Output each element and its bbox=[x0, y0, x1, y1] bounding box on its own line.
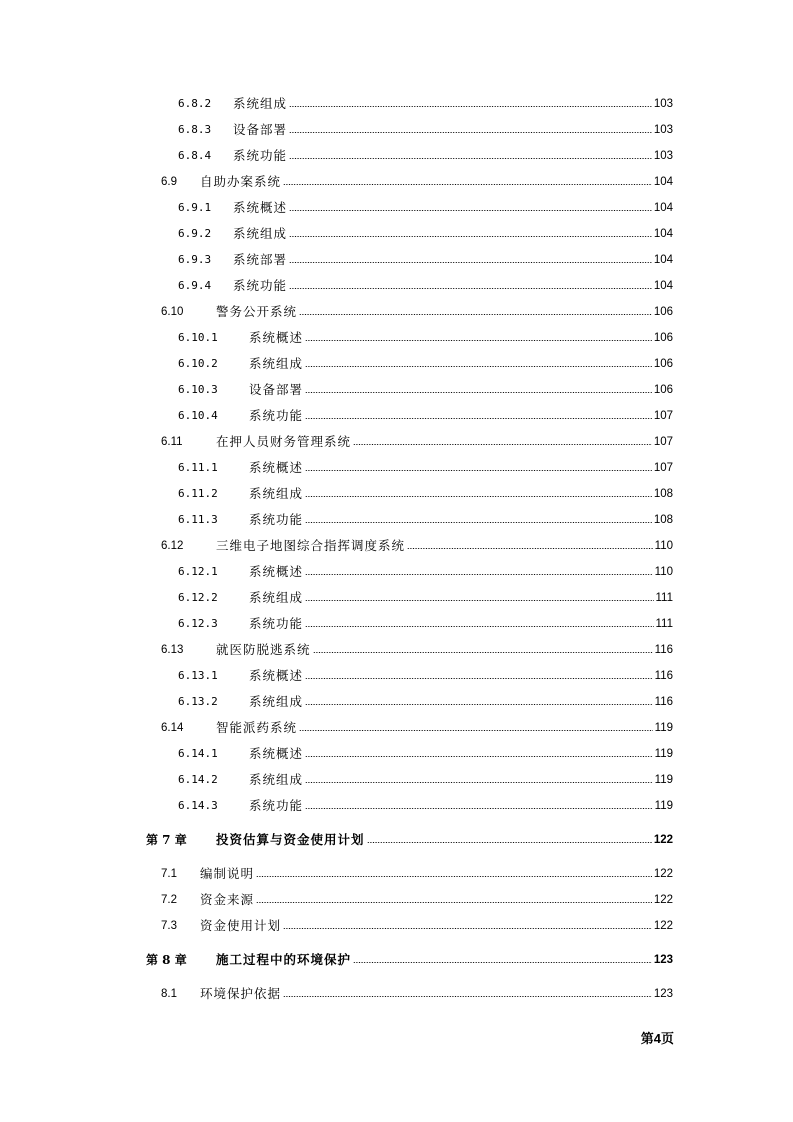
toc-page-number: 103 bbox=[653, 98, 673, 110]
toc-entry[interactable] bbox=[178, 356, 673, 372]
dot-leader bbox=[407, 547, 653, 550]
toc-entry[interactable] bbox=[178, 772, 673, 788]
toc-page-number: 122 bbox=[653, 894, 673, 906]
toc-section-number: 6.9.4 bbox=[178, 279, 212, 292]
toc-section-title: 系统组成 bbox=[249, 356, 304, 371]
toc-entry[interactable] bbox=[178, 460, 673, 476]
dot-leader bbox=[299, 729, 653, 732]
toc-page-number: 103 bbox=[653, 124, 673, 136]
toc-page-number: 123 bbox=[653, 988, 673, 1000]
toc-page-number: 116 bbox=[654, 644, 673, 656]
toc-entry[interactable] bbox=[178, 668, 673, 684]
toc-section-number: 6.10.4 bbox=[178, 409, 218, 422]
toc-section-title: 系统概述 bbox=[249, 746, 304, 761]
toc-page-number: 104 bbox=[653, 254, 673, 266]
toc-section-title: 就医防脱逃系统 bbox=[216, 642, 311, 657]
toc-entry[interactable] bbox=[178, 122, 673, 138]
toc-page-number: 104 bbox=[653, 202, 673, 214]
toc-section-number: 6.12.3 bbox=[178, 617, 218, 630]
toc-page-number: 104 bbox=[653, 280, 673, 292]
toc-page-number: 103 bbox=[653, 150, 673, 162]
toc-section-title: 投资估算与资金使用计划 bbox=[216, 832, 365, 847]
toc-section-title: 环境保护依据 bbox=[200, 986, 282, 1001]
toc-section-title: 系统概述 bbox=[249, 330, 304, 345]
toc-section-number: 6.13 bbox=[161, 644, 184, 656]
toc-section-title: 智能派药系统 bbox=[216, 720, 298, 735]
toc-entry[interactable] bbox=[161, 866, 673, 882]
toc-entry[interactable] bbox=[178, 278, 673, 294]
toc-section-title: 系统组成 bbox=[233, 96, 288, 111]
dot-leader bbox=[353, 961, 652, 964]
toc-page-number: 104 bbox=[653, 228, 673, 240]
dot-leader bbox=[305, 703, 653, 706]
toc-page-number: 108 bbox=[653, 488, 673, 500]
toc-section-title: 系统组成 bbox=[233, 226, 288, 241]
toc-page-number: 106 bbox=[653, 384, 673, 396]
toc-section-number: 第 7 章 bbox=[146, 833, 187, 847]
toc-section-title: 设备部署 bbox=[249, 382, 304, 397]
toc-entry[interactable] bbox=[178, 252, 673, 268]
dot-leader bbox=[305, 469, 652, 472]
toc-page-number: 111 bbox=[655, 592, 673, 604]
toc-entry[interactable] bbox=[161, 304, 673, 320]
toc-page-number: 106 bbox=[653, 306, 673, 318]
toc-section-number: 6.8.2 bbox=[178, 97, 212, 110]
dot-leader bbox=[305, 755, 653, 758]
toc-section-title: 在押人员财务管理系统 bbox=[216, 434, 352, 449]
dot-leader bbox=[283, 927, 652, 930]
toc-section-number: 6.14.2 bbox=[178, 773, 218, 786]
dot-leader bbox=[289, 209, 652, 212]
dot-leader bbox=[256, 901, 652, 904]
dot-leader bbox=[305, 339, 652, 342]
toc-section-title: 系统组成 bbox=[249, 694, 304, 709]
dot-leader bbox=[289, 157, 652, 160]
dot-leader bbox=[305, 521, 652, 524]
toc-section-title: 系统功能 bbox=[249, 798, 304, 813]
toc-section-number: 6.9.2 bbox=[178, 227, 212, 240]
toc-entry[interactable] bbox=[178, 590, 673, 606]
toc-entry[interactable] bbox=[161, 918, 673, 934]
dot-leader bbox=[289, 131, 652, 134]
toc-section-title: 系统部署 bbox=[233, 252, 288, 267]
toc-page-number: 119 bbox=[654, 722, 673, 734]
toc-section-title: 系统功能 bbox=[249, 408, 304, 423]
toc-section-number: 6.11.1 bbox=[178, 461, 218, 474]
toc-section-title: 系统功能 bbox=[233, 278, 288, 293]
toc-section-title: 系统概述 bbox=[233, 200, 288, 215]
toc-section-title: 编制说明 bbox=[200, 866, 255, 881]
toc-entry[interactable] bbox=[161, 434, 673, 450]
toc-section-number: 7.2 bbox=[161, 894, 177, 906]
toc-entry[interactable] bbox=[178, 96, 673, 112]
toc-page-number: 119 bbox=[654, 774, 673, 786]
toc-section-title: 系统组成 bbox=[249, 772, 304, 787]
toc-entry[interactable] bbox=[178, 226, 673, 242]
toc-section-number: 6.9.1 bbox=[178, 201, 212, 214]
toc-entry[interactable] bbox=[178, 486, 673, 502]
toc-section-number: 6.11.3 bbox=[178, 513, 218, 526]
toc-page-number: 104 bbox=[653, 176, 673, 188]
toc-section-number: 6.8.3 bbox=[178, 123, 212, 136]
toc-page-number: 107 bbox=[653, 462, 673, 474]
toc-page-number: 107 bbox=[653, 436, 673, 448]
dot-leader bbox=[367, 841, 652, 844]
toc-entry[interactable] bbox=[178, 798, 673, 814]
dot-leader bbox=[289, 261, 652, 264]
dot-leader bbox=[305, 625, 654, 628]
toc-section-number: 6.12 bbox=[161, 540, 184, 552]
toc-section-number: 6.12.1 bbox=[178, 565, 218, 578]
toc-entry[interactable] bbox=[178, 694, 673, 710]
toc-section-number: 6.13.2 bbox=[178, 695, 218, 708]
dot-leader bbox=[289, 105, 652, 108]
toc-page-number: 116 bbox=[654, 670, 673, 682]
dot-leader bbox=[289, 287, 652, 290]
toc-section-title: 自助办案系统 bbox=[200, 174, 282, 189]
dot-leader bbox=[305, 807, 653, 810]
dot-leader bbox=[283, 183, 652, 186]
dot-leader bbox=[305, 365, 652, 368]
toc-entry[interactable] bbox=[161, 986, 673, 1002]
toc-section-number: 7.3 bbox=[161, 920, 177, 932]
toc-section-number: 6.13.1 bbox=[178, 669, 218, 682]
toc-section-title: 系统组成 bbox=[249, 590, 304, 605]
toc-section-title: 系统概述 bbox=[249, 460, 304, 475]
toc-section-title: 警务公开系统 bbox=[216, 304, 298, 319]
dot-leader bbox=[305, 677, 653, 680]
toc-page-number: 106 bbox=[653, 332, 673, 344]
dot-leader bbox=[305, 573, 653, 576]
toc-entry[interactable] bbox=[178, 564, 673, 580]
toc-chapter-entry[interactable] bbox=[146, 952, 673, 968]
dot-leader bbox=[305, 417, 652, 420]
toc-page-number: 119 bbox=[654, 800, 673, 812]
dot-leader bbox=[313, 651, 653, 654]
toc-page-number: 111 bbox=[655, 618, 673, 630]
toc-section-title: 系统功能 bbox=[233, 148, 288, 163]
toc-entry[interactable] bbox=[161, 642, 673, 658]
toc-page-number: 123 bbox=[653, 954, 673, 966]
toc-section-title: 三维电子地图综合指挥调度系统 bbox=[216, 538, 406, 553]
toc-section-number: 6.9.3 bbox=[178, 253, 212, 266]
toc-page-number: 116 bbox=[654, 696, 673, 708]
toc-section-number: 6.10 bbox=[161, 306, 184, 318]
toc-entry[interactable] bbox=[178, 408, 673, 424]
toc-section-number: 6.10.3 bbox=[178, 383, 218, 396]
toc-section-number: 6.12.2 bbox=[178, 591, 218, 604]
toc-page-number: 107 bbox=[653, 410, 673, 422]
toc-section-title: 资金使用计划 bbox=[200, 918, 282, 933]
toc-entry[interactable] bbox=[178, 382, 673, 398]
toc-entry[interactable] bbox=[161, 174, 673, 190]
dot-leader bbox=[305, 391, 652, 394]
toc-section-number: 6.8.4 bbox=[178, 149, 212, 162]
toc-entry[interactable] bbox=[161, 538, 673, 554]
dot-leader bbox=[256, 875, 652, 878]
toc-section-title: 资金来源 bbox=[200, 892, 255, 907]
toc-page-number: 122 bbox=[653, 868, 673, 880]
toc-entry[interactable] bbox=[178, 200, 673, 216]
toc-section-title: 设备部署 bbox=[233, 122, 288, 137]
toc-section-number: 6.14.3 bbox=[178, 799, 218, 812]
toc-section-number: 6.10.2 bbox=[178, 357, 218, 370]
dot-leader bbox=[305, 495, 652, 498]
toc-chapter-entry[interactable] bbox=[146, 832, 673, 848]
dot-leader bbox=[299, 313, 652, 316]
dot-leader bbox=[305, 781, 653, 784]
toc-section-number: 6.11 bbox=[161, 436, 183, 448]
toc-page-number: 108 bbox=[653, 514, 673, 526]
toc-section-title: 施工过程中的环境保护 bbox=[216, 952, 352, 967]
dot-leader bbox=[289, 235, 652, 238]
page-number: 第4页 bbox=[640, 1031, 674, 1046]
toc-section-number: 7.1 bbox=[161, 868, 177, 880]
toc-section-number: 6.10.1 bbox=[178, 331, 218, 344]
toc-section-number: 6.11.2 bbox=[178, 487, 218, 500]
toc-entry[interactable] bbox=[178, 746, 673, 762]
dot-leader bbox=[353, 443, 652, 446]
toc-section-number: 6.9 bbox=[161, 176, 177, 188]
toc-page-number: 122 bbox=[653, 920, 673, 932]
toc-page-number: 122 bbox=[653, 834, 673, 846]
toc-section-number: 6.14.1 bbox=[178, 747, 218, 760]
toc-section-title: 系统概述 bbox=[249, 668, 304, 683]
toc-section-title: 系统概述 bbox=[249, 564, 304, 579]
toc-page-number: 110 bbox=[654, 566, 673, 578]
toc-section-title: 系统功能 bbox=[249, 512, 304, 527]
toc-entry[interactable] bbox=[178, 330, 673, 346]
toc-entry[interactable] bbox=[178, 616, 673, 632]
toc-section-title: 系统功能 bbox=[249, 616, 304, 631]
toc-entry[interactable] bbox=[178, 148, 673, 164]
toc-entry[interactable] bbox=[161, 892, 673, 908]
toc-page-number: 110 bbox=[654, 540, 673, 552]
toc-entry[interactable] bbox=[161, 720, 673, 736]
toc-section-number: 6.14 bbox=[161, 722, 184, 734]
dot-leader bbox=[305, 599, 654, 602]
toc-page-number: 106 bbox=[653, 358, 673, 370]
toc-section-number: 第 8 章 bbox=[146, 953, 187, 967]
toc-entry[interactable] bbox=[178, 512, 673, 528]
dot-leader bbox=[283, 995, 652, 998]
toc-page-number: 119 bbox=[654, 748, 673, 760]
toc-section-number: 8.1 bbox=[161, 988, 177, 1000]
toc-section-title: 系统组成 bbox=[249, 486, 304, 501]
